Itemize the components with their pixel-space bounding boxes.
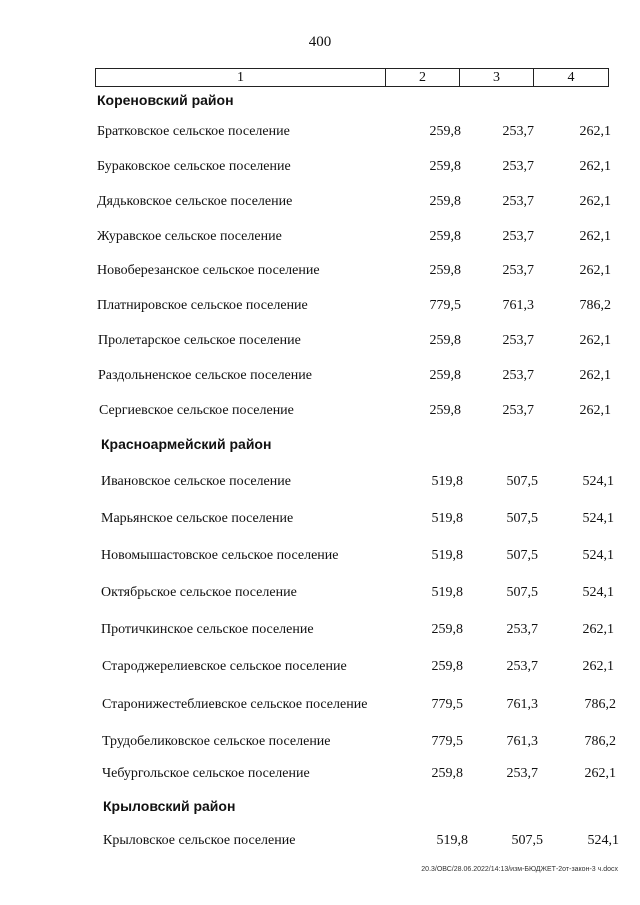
value-col-3: 253,7 [506,622,538,637]
value-col-4: 262,1 [579,159,611,174]
value-col-2: 779,5 [431,697,463,712]
value-col-3: 507,5 [506,474,538,489]
value-col-3: 253,7 [502,194,534,209]
value-col-3: 253,7 [502,159,534,174]
header-col-2: 2 [386,69,460,86]
table-row [0,622,640,642]
value-col-3: 507,5 [506,511,538,526]
table-row [0,298,640,318]
settlement-name: Протичкинское сельское поселение [101,622,314,637]
value-col-2: 519,8 [436,833,468,848]
value-col-3: 507,5 [511,833,543,848]
value-col-2: 259,8 [429,403,461,418]
settlement-name: Платнировское сельское поселение [97,298,308,313]
settlement-name: Чебургольское сельское поселение [102,766,310,781]
value-col-2: 259,8 [429,368,461,383]
value-col-3: 253,7 [502,333,534,348]
settlement-name: Бураковское сельское поселение [97,159,291,174]
table-row [0,229,640,249]
value-col-4: 262,1 [582,659,614,674]
value-col-4: 262,1 [582,622,614,637]
table-row [0,734,640,754]
settlement-name: Пролетарское сельское поселение [98,333,301,348]
settlement-name: Старонижестеблиевское сельское поселение [102,697,368,712]
table-row [0,766,640,786]
value-col-2: 259,8 [429,159,461,174]
district-heading: Кореновский район [97,92,234,108]
table-row [0,474,640,494]
settlement-name: Новоберезанское сельское поселение [97,263,320,278]
value-col-3: 253,7 [506,659,538,674]
settlement-name: Крыловское сельское поселение [103,833,296,848]
table-row [0,403,640,423]
value-col-2: 259,8 [429,229,461,244]
value-col-4: 524,1 [587,833,619,848]
settlement-name: Староджерелиевское сельское поселение [102,659,347,674]
value-col-4: 262,1 [579,124,611,139]
table-row [0,511,640,531]
settlement-name: Марьянское сельское поселение [101,511,294,526]
table-row [0,159,640,179]
value-col-3: 253,7 [502,124,534,139]
value-col-3: 761,3 [506,697,538,712]
table-row [0,585,640,605]
value-col-4: 262,1 [579,263,611,278]
value-col-3: 253,7 [502,229,534,244]
page-number: 400 [308,34,332,50]
value-col-3: 253,7 [502,263,534,278]
value-col-4: 786,2 [579,298,611,313]
value-col-3: 253,7 [502,403,534,418]
table-header [95,68,609,87]
settlement-name: Дядьковское сельское поселение [97,194,293,209]
settlement-name: Трудобеликовское сельское поселение [102,734,331,749]
value-col-4: 786,2 [584,734,616,749]
value-col-2: 259,8 [431,766,463,781]
table-row [0,548,640,568]
header-col-4: 4 [567,70,575,85]
table-row [0,263,640,283]
value-col-4: 786,2 [584,697,616,712]
header-col-3: 3 [460,69,534,86]
value-col-2: 519,8 [431,585,463,600]
value-col-2: 259,8 [429,333,461,348]
table-row [0,124,640,144]
settlement-name: Ивановское сельское поселение [101,474,291,489]
table-row [0,833,640,853]
value-col-3: 761,3 [502,298,534,313]
value-col-2: 259,8 [429,124,461,139]
value-col-2: 519,8 [431,474,463,489]
settlement-name: Братковское сельское поселение [97,124,290,139]
table-row [0,697,640,717]
value-col-3: 253,7 [502,368,534,383]
value-col-4: 262,1 [579,368,611,383]
value-col-2: 779,5 [429,298,461,313]
settlement-name: Новомышастовское сельское поселение [101,548,339,563]
value-col-2: 779,5 [431,734,463,749]
value-col-4: 524,1 [582,548,614,563]
value-col-2: 259,8 [429,194,461,209]
value-col-4: 262,1 [579,333,611,348]
table-row [0,333,640,353]
district-heading: Красноармейский район [101,436,272,452]
value-col-2: 259,8 [429,263,461,278]
table-row [0,659,640,679]
settlement-name: Журавское сельское поселение [97,229,282,244]
value-col-2: 259,8 [431,659,463,674]
table-row [0,368,640,388]
value-col-4: 262,1 [579,194,611,209]
value-col-3: 253,7 [506,766,538,781]
value-col-3: 507,5 [506,585,538,600]
table-row [0,194,640,214]
value-col-3: 761,3 [506,734,538,749]
header-col-1: 1 [96,69,386,86]
settlement-name: Октябрьское сельское поселение [101,585,297,600]
value-col-2: 519,8 [431,548,463,563]
value-col-4: 524,1 [582,474,614,489]
value-col-3: 507,5 [506,548,538,563]
value-col-4: 262,1 [579,229,611,244]
settlement-name: Раздольненское сельское поселение [98,368,312,383]
value-col-2: 259,8 [431,622,463,637]
value-col-4: 262,1 [579,403,611,418]
settlement-name: Сергиевское сельское поселение [99,403,294,418]
document-footer: 20.3/ОВС/28.06.2022/14:13/изм-БЮДЖЕТ-2от-закон-3 ч.docx [421,866,618,873]
value-col-4: 524,1 [582,511,614,526]
value-col-2: 519,8 [431,511,463,526]
district-heading: Крыловский район [103,798,236,814]
value-col-4: 262,1 [584,766,616,781]
value-col-4: 524,1 [582,585,614,600]
